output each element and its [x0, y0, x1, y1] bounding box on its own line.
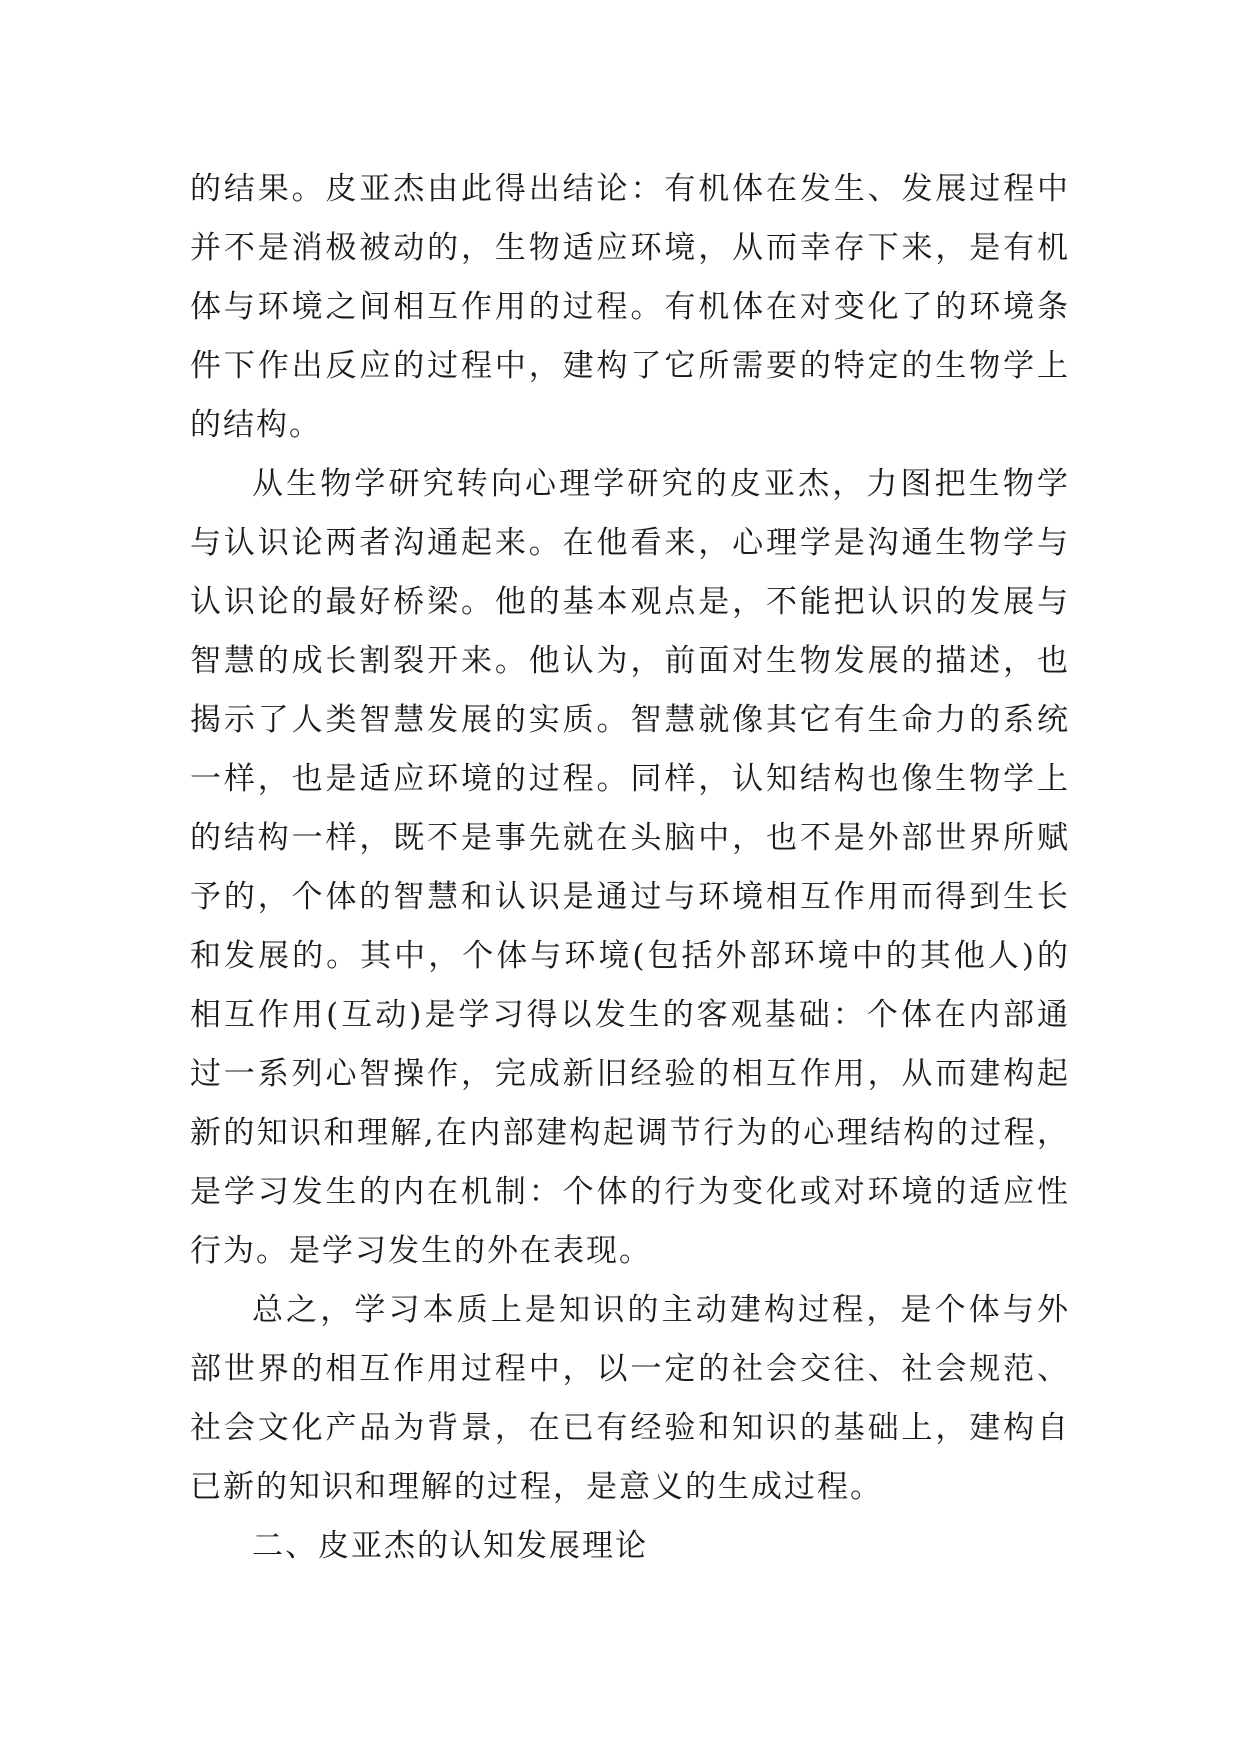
paragraph-first-line: 从生物学研究转向心理学研究的皮亚杰，力图把生物学 [252, 466, 1070, 502]
body-text [190, 160, 1070, 1576]
text-line: 的结构。 [190, 407, 322, 443]
text-line: 并不是消极被动的，生物适应环境，从而幸存下来，是有机 [190, 230, 1070, 266]
text-line: 是学习发生的内在机制：个体的行为变化或对环境的适应性 [190, 1174, 1070, 1210]
text-line: 已新的知识和理解的过程，是意义的生成过程。 [190, 1469, 883, 1505]
text-line: 行为。是学习发生的外在表现。 [190, 1233, 652, 1269]
text-line: 予的，个体的智慧和认识是通过与环境相互作用而得到生长 [190, 879, 1070, 915]
text-line: 部世界的相互作用过程中，以一定的社会交往、社会规范、 [190, 1351, 1070, 1387]
text-line: 件下作出反应的过程中，建构了它所需要的特定的生物学上 [190, 348, 1070, 384]
text-line: 揭示了人类智慧发展的实质。智慧就像其它有生命力的系统 [190, 702, 1070, 738]
text-line: 相互作用(互动)是学习得以发生的客观基础：个体在内部通 [190, 997, 1070, 1033]
text-line: 社会文化产品为背景，在已有经验和知识的基础上，建构自 [190, 1410, 1070, 1446]
text-line: 的结果。皮亚杰由此得出结论：有机体在发生、发展过程中 [190, 171, 1070, 207]
text-line: 和发展的。其中，个体与环境(包括外部环境中的其他人)的 [190, 938, 1070, 974]
text-line: 认识论的最好桥梁。他的基本观点是，不能把认识的发展与 [190, 584, 1070, 620]
text-line: 与认识论两者沟通起来。在他看来，心理学是沟通生物学与 [190, 525, 1070, 561]
text-line: 的结构一样，既不是事先就在头脑中，也不是外部世界所赋 [190, 820, 1070, 856]
text-line: 过一系列心智操作，完成新旧经验的相互作用，从而建构起 [190, 1056, 1070, 1092]
text-line: 一样，也是适应环境的过程。同样，认知结构也像生物学上 [190, 761, 1070, 797]
text-line: 智慧的成长割裂开来。他认为，前面对生物发展的描述，也 [190, 643, 1070, 679]
text-line: 新的知识和理解,在内部建构起调节行为的心理结构的过程， [190, 1115, 1070, 1151]
text-line: 体与环境之间相互作用的过程。有机体在对变化了的环境条 [190, 289, 1070, 325]
paragraph-first-line: 总之，学习本质上是知识的主动建构过程，是个体与外 [252, 1292, 1070, 1328]
section-heading: 二、皮亚杰的认知发展理论 [252, 1528, 648, 1564]
